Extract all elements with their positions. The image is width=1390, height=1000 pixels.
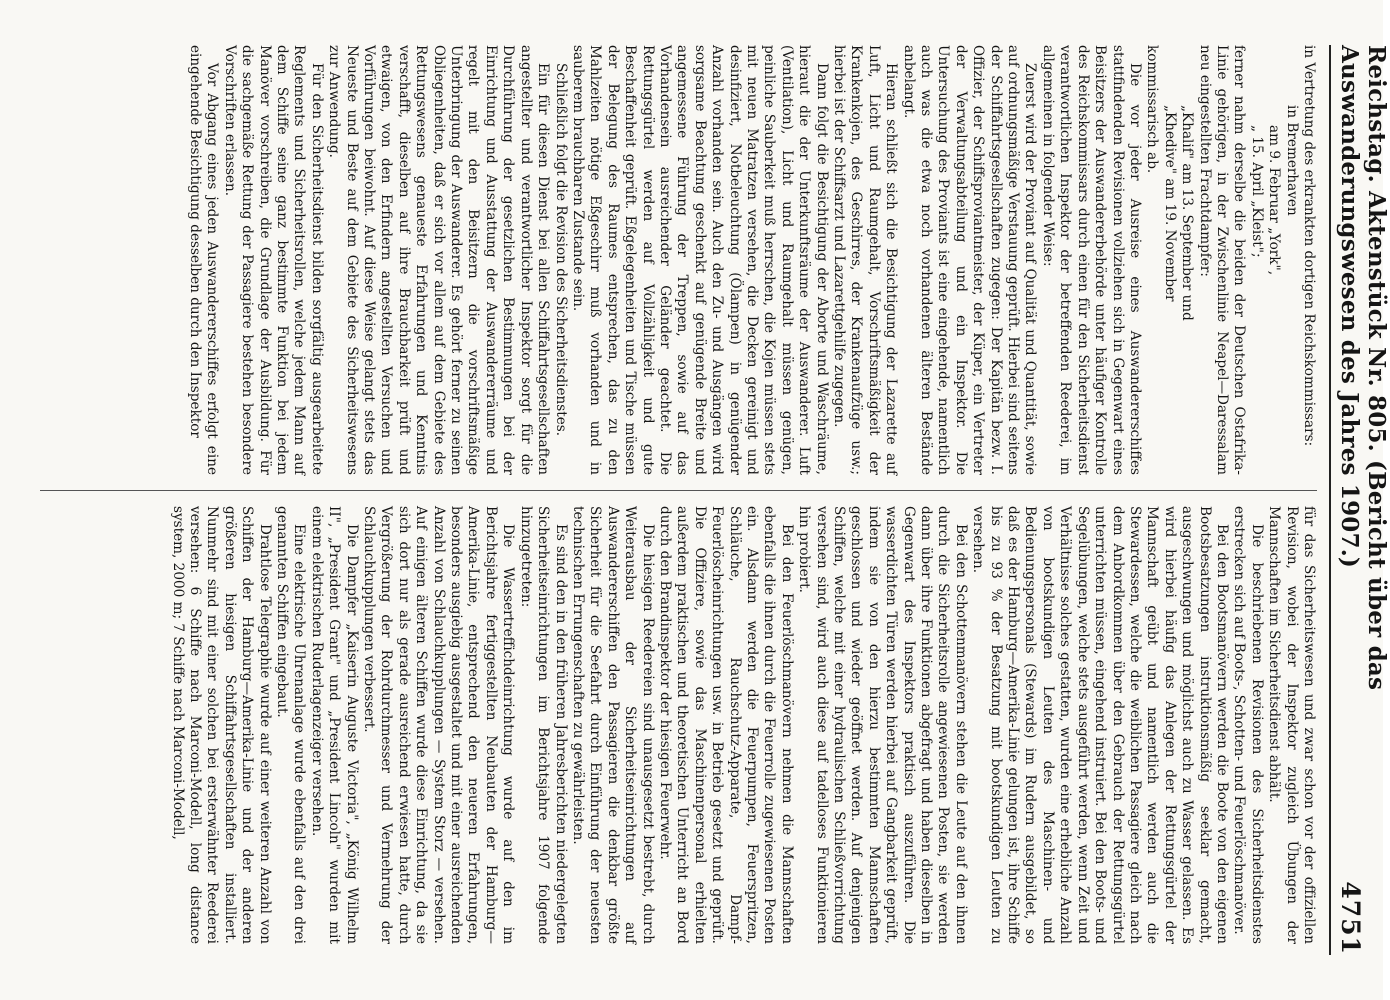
paragraph: Drahtlose Telegraphie wurde auf einer weiteren Anzahl von Schiffen der Hamburg—Amerika-Linie und der anderen größeren hiesigen Schiffahrtsgesellschaften installiert. Nunmehr sind mit einer solchen bei ersterwähnter Reederei versehen: 6 Schiffe nach Marconi-Modell, long distance system, 2000 m; 7 Schiffe nach Marconi-Modell, (169, 506, 273, 944)
paragraph: in Vertretung des erkrankten dortigen Reichskommissars: (1301, 45, 1317, 447)
paragraph: Zuerst wird der Proviant auf Qualität und Quantität, sowie auf ordnungsmäßige Verstauung geprüft. Hierbei sind seitens der Schiffahrtsgesellschaften zugegen: Der Kapitän bezw. I. Offizier, der Schiffsproviantmeister, der Küper, ein Vertreter der Verwaltungsabteilung und ein Inspektor. Die Untersuchung des Proviants ist eine eingehende, namentlich auch was die etwa noch vorhandenen älteren Bestände anbelangt. (900, 45, 1039, 475)
running-title: Reichstag. Aktenstück Nr. 805. (Bericht über das Auswanderungswesen des Jahres 1907.) (1336, 45, 1390, 691)
paragraph: „Khedive" am 19. November (1161, 105, 1178, 302)
paragraph: Bei den Feuerlöschmanövern nehmen die Mannschaften ebenfalls die ihnen durch die Feuerrolle zugewiesenen Posten ein. Alsdann werden die Feuerpumpen, Feuerspritzen, Schläuche, Rauchschutz-Apparate, Dampf-Feuerlöscheinrichtungen usw. in Betrieb gesetzt und geprüft. Die Offiziere, sowie das Maschinenpersonal erhielten außerdem praktischen und theoretischen Unterricht an Bord durch den Brandinspektor der hiesigen Feuerwehr. (656, 506, 795, 944)
paragraph: Die hiesigen Reedereien sind unausgesetzt bestrebt, durch Weiterausbau der Sicherheitseinrichtungen auf Auswandererschiffen den Passagieren die denkbar größte Sicherheit für die Seefahrt durch Einführung der neuesten technischen Errungenschaften zu gewährleisten. (569, 506, 656, 944)
paragraph: Die vor jeder Ausreise eines Auswandererschiffes stattfindenden Revisionen vollziehen sich in Gegenwart eines Beisitzers der Auswandererbehörde unter häufiger Kontrolle des Reichskommissars durch einen für den Sicherheitsdienst verantwortlichen Inspektor der betreffenden Reederei, im allgemeinen in folgender Weise: (1039, 45, 1143, 475)
paragraph: Die Dampfer „Kaiserin Auguste Victoria", „König Wilhelm II", „President Grant" und „President Lincoln" wurden mit einem elektrischen Ruderlagenzeiger versehen. (308, 506, 360, 944)
paragraph: Vor Abgang eines jeden Auswandererschiffes erfolgt eine eingehende Besichtigung desselben durch den Inspektor (187, 45, 221, 475)
paragraph: Hieran schließt sich die Besichtigung der Lazarette auf Luft, Licht und Raumgehalt, Vorschriftsmäßigkeit der Krankenkojen, des Geschirres, der Krankenaufzüge usw.; hierbei ist der Schiffsarzt und Lazarettgehilfe zugegen. (831, 45, 900, 475)
paragraph: in Bremerhaven (1283, 105, 1300, 216)
paragraph: ferner nahm derselbe die beiden der Deutschen Ostafrika-Linie gehörigen, in der Zwischenlinie Neapel—Daressalam neu eingestellten Frachtdampfer: (1196, 45, 1248, 475)
paragraph: Schließlich folgt die Revision des Sicherheitsdienstes. (552, 63, 569, 437)
paragraph: für das Sicherheitswesen und zwar schon vor der offiziellen Revision, wobei der Inspektor zugleich Übungen der Mannschaften im Sicherheitsdienst abhält. (1266, 506, 1317, 944)
paragraph: Eine elektrische Uhrenanlage wurde ebenfalls auf den drei genannten Schiffen eingebaut. (274, 506, 308, 944)
paragraph: Die Wassertreffichdeinrichtung wurde auf den im Berichtsjahre fertiggestellten Neubauten der Hamburg—Amerika-Linie, entsprechend den neueren Erfahrungen, besonders ausgiebig ausgestaltet und mit einer ausreichenden Anzahl von Schlauchkupplungen — System Storz — versehen. Auf einigen älteren Schiffen wurde diese Einrichtung, da sie sich dort nur als gerade ausreichend erwiesen hatte, durch Vergrößerung der Rohrdurchmesser und Vermehrung der Schlauchkupplungen verbessert. (361, 506, 517, 944)
paragraph: „ 15. April „Kleist"; (1248, 125, 1265, 258)
paragraph: Ein für diesen Dienst bei allen Schiffahrtsgesellschaften angestellter und verantwortlicher Inspektor sorgt für die Durchführung der gesetzlichen Bestimmungen bei der Einrichtung und Ausstattung der Auswandererräume und regelt mit den Beisitzern die vorschriftsmäßige Unterbringung der Auswanderer. Es gehört ferner zu seinen Obliegenheiten, daß er sich vor allem auf dem Gebiete des Rettungswesens genaueste Erfahrungen und Kenntnis verschafft, dieselben auf ihre Brauchbarkeit prüft und etwaigen, von den Erfindern angestellten Versuchen und Vorführungen beiwohnt. Auf diese Weise gelangt stets das Neueste und Beste auf dem Gebiete des Sicherheitswesens zur Anwendung. (326, 45, 552, 475)
paragraph: am 9. Februar „York", (1266, 125, 1283, 276)
paragraph: „Khalif" am 13. September und (1179, 105, 1196, 321)
page-header (1329, 45, 1390, 955)
page-number: 4751 (1336, 881, 1365, 955)
paragraph: kommissarisch ab. (1144, 45, 1161, 174)
column-divider (40, 490, 1317, 491)
paragraph: Bei den Schottenmanövern stehen die Leute auf den ihnen durch die Sicherheitsrolle angewiesenen Posten, sie werden dann über ihre Funktionen abgefragt und haben dieselben in Gegenwart des Inspektors praktisch auszuführen. Die wasserdichten Türen werden hierbei auf Gangbarkeit geprüft, indem sie von den hierzu bestimmten Mannschaften geschlossen und wieder geöffnet werden. Auf denjenigen Schiffen, welche mit einer hydraulischen Schließvorrichtung versehen sind, wird auch diese auf tadelloses Funktionieren hin probiert. (796, 506, 969, 944)
paragraph: Bei den Bootsmanövern werden die Boote von den eigenen Bootsbesatzungen instruktionsmäßig seeklar gemacht, ausgeschwungen und möglichst auch zu Wasser gelassen. Es wird hierbei häufig das Anlegen der Rettungsgürtel der Mannschaft geübt und namentlich werden auch die Stewardessen, welche die weiblichen Passagiere gleich nach dem Anbordkommen über den Gebrauch der Rettungsgürtel unterrichten müssen, eingehend instruiert. Bei den Boots- und Segelübungen, welche stets ausgeführt werden, wenn Zeit und Verhältnisse solches gestatten, wurden eine erhebliche Anzahl von bootskundigen Leuten des Maschinen- und Bedienungspersonals (Stewards) im Rudern ausgebildet, so daß es der Hamburg—Amerika-Linie gelungen ist, ihre Schiffe bis zu 93 % der Besatzung mit bootskundigen Leuten zu versehen. (970, 506, 1230, 944)
paragraph: Es sind den in den früheren Jahresberichten niedergelegten Sicherheitseinrichtungen im Berichtsjahre 1907 folgende hinzugetreten: (517, 506, 569, 944)
paragraph: Die beschriebenen Revisionen des Sicherheitsdienstes erstrecken sich auf Boots-, Schotten- und Feuerlöschmanöver. (1231, 506, 1265, 944)
paragraph: Für den Sicherheitsdienst bilden sorgfältig ausgearbeitete Reglements und Sicherheitsrollen, welche jedem Mann auf dem Schiffe seine ganz bestimmte Funktion bei jedem Manöver vorschreiben, die Grundlage der Ausbildung. Für die sachgemäße Rettung der Passagiere bestehen besondere Vorschriften erlassen. (221, 45, 325, 475)
paragraph: Dann folgt die Besichtigung der Aborte und Waschräume, hieraut die der Unterkunftsräume der Auswanderer. Luft (Ventilation), Licht und Raumgehalt müssen genügen, peinliche Sauberkeit muß herrschen, die Kojen müssen stets mit neuen Matratzen versehen, die Decken gereinigt und desinfiziert, Notbeleuchtung (Ölampen) in genügender Anzahl vorhanden sein. Auch den Zu- und Ausgängen wird sorgsame Beachtung geschenkt auf genügende Breite und angemessene Führung der Treppen, sowie auf das Vorhandensein ausreichender Geländer geachtet. Die Rettungsgürtel werden auf Vollzähligkeit und gute Beschaffenheit geprüft. Eßgelegenheiten und Tische müssen der Belegung des Raumes entsprechen, das zu den Mahlzeiten nötige Eßgeschirr muß vorhanden und in sauberem brauchbaren Zustande sein. (569, 45, 830, 475)
left-column (40, 45, 1317, 475)
right-column (40, 506, 1317, 944)
